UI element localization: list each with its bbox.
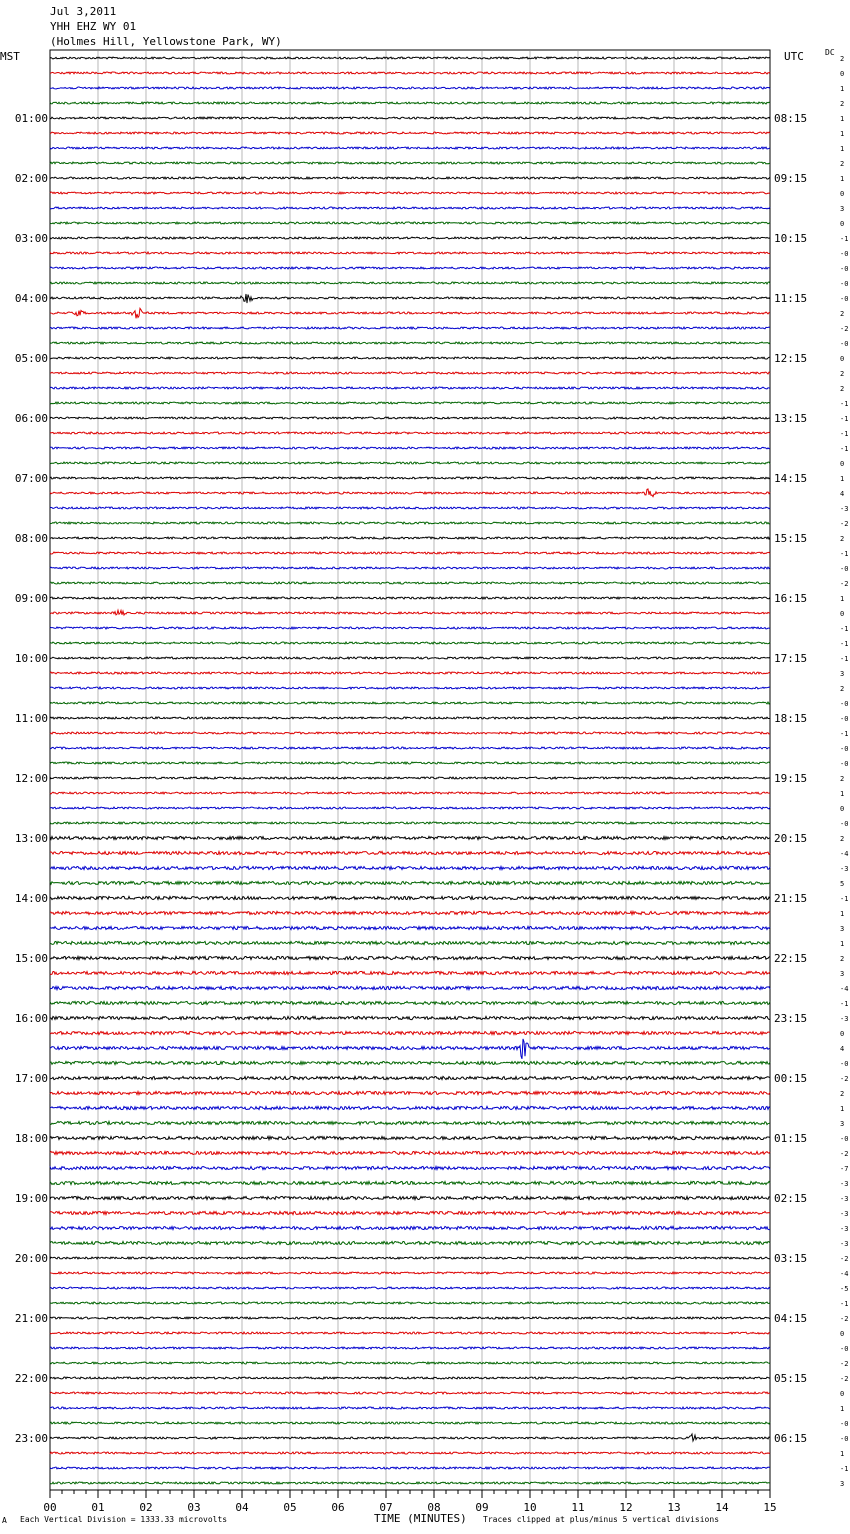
- trace-line: [50, 57, 770, 59]
- trace-line: [50, 1031, 770, 1034]
- dc-offset-value: -2: [840, 1150, 849, 1158]
- dc-offset-value: 1: [840, 910, 845, 918]
- mst-hour-label: 13:00: [14, 832, 48, 845]
- trace-line: [50, 432, 770, 434]
- dc-offset-value: -3: [840, 1015, 849, 1023]
- x-tick-label: 11: [571, 1501, 585, 1514]
- trace-line: [50, 162, 770, 164]
- mst-hour-label: 14:00: [14, 892, 48, 905]
- x-tick-label: 00: [43, 1501, 57, 1514]
- trace-line: [50, 552, 770, 554]
- trace-line: [50, 926, 770, 929]
- dc-offset-value: -2: [840, 1360, 849, 1368]
- station-location: (Holmes Hill, Yellowstone Park, WY): [50, 35, 282, 48]
- x-tick-label: 09: [475, 1501, 489, 1514]
- dc-offset-value: 0: [840, 1030, 845, 1038]
- dc-offset-value: -0: [840, 745, 849, 753]
- trace-line: [50, 308, 770, 318]
- dc-offset-value: -3: [840, 1195, 849, 1203]
- dc-offset-value: -4: [840, 1270, 849, 1278]
- trace-line: [50, 851, 770, 854]
- x-tick-label: 06: [331, 1501, 345, 1514]
- utc-hour-label: 19:15: [774, 772, 808, 785]
- dc-offset-value: 1: [840, 175, 845, 183]
- trace-line: [50, 1317, 770, 1319]
- vertical-scale-note: Each Vertical Division = 1333.33 microvolts: [20, 1515, 228, 1524]
- trace-line: [50, 1166, 770, 1169]
- utc-hour-label: 01:15: [774, 1132, 808, 1145]
- dc-offset-value: -0: [840, 1435, 849, 1443]
- utc-hour-label: 21:15: [774, 892, 808, 905]
- trace-line: [50, 1452, 770, 1454]
- right-timezone-label: UTC: [784, 50, 804, 63]
- dc-offset-value: 1: [840, 130, 845, 138]
- trace-line: [50, 357, 770, 359]
- utc-hour-label: 17:15: [774, 652, 808, 665]
- mst-hour-label: 06:00: [14, 412, 48, 425]
- minute-gridlines: [50, 50, 770, 1490]
- dc-offset-value: 1: [840, 145, 845, 153]
- dc-offset-value: -2: [840, 580, 849, 588]
- dc-offset-value: -3: [840, 1210, 849, 1218]
- trace-line: [50, 387, 770, 389]
- utc-hour-label: 14:15: [774, 472, 808, 485]
- dc-offset-value: -2: [840, 1315, 849, 1323]
- trace-line: [50, 1362, 770, 1364]
- dc-offset-value: -1: [840, 1000, 849, 1008]
- dc-offset-value: 5: [840, 880, 845, 888]
- trace-line: [50, 807, 770, 809]
- dc-offset-value: -1: [840, 1300, 849, 1308]
- axis-labels: [15, 55, 849, 1514]
- dc-offset-value: -1: [840, 400, 849, 408]
- dc-offset-value: 1: [840, 595, 845, 603]
- dc-offset-value: 2: [840, 535, 845, 543]
- trace-line: [50, 222, 770, 224]
- dc-offset-value: 0: [840, 190, 845, 198]
- mst-hour-label: 03:00: [14, 232, 48, 245]
- dc-offset-value: -1: [840, 625, 849, 633]
- dc-offset-value: -0: [840, 700, 849, 708]
- dc-offset-value: 1: [840, 85, 845, 93]
- trace-line: [50, 177, 770, 179]
- trace-line: [50, 1136, 770, 1139]
- x-tick-label: 14: [715, 1501, 729, 1514]
- dc-offset-value: -3: [840, 1225, 849, 1233]
- dc-offset-value: 2: [840, 310, 845, 318]
- x-tick-label: 05: [283, 1501, 297, 1514]
- dc-offset-value: 2: [840, 955, 845, 963]
- mst-hour-label: 11:00: [14, 712, 48, 725]
- mst-hour-label: 09:00: [14, 592, 48, 605]
- trace-line: [50, 762, 770, 764]
- dc-offset-value: 3: [840, 670, 845, 678]
- trace-line: [50, 717, 770, 719]
- trace-line: [50, 971, 770, 974]
- trace-line: [50, 117, 770, 119]
- dc-offset-value: 0: [840, 355, 845, 363]
- dc-offset-value: -0: [840, 1420, 849, 1428]
- mst-hour-label: 19:00: [14, 1192, 48, 1205]
- dc-offset-value: 2: [840, 685, 845, 693]
- mst-hour-label: 04:00: [14, 292, 48, 305]
- mst-hour-label: 16:00: [14, 1012, 48, 1025]
- utc-hour-label: 05:15: [774, 1372, 808, 1385]
- trace-line: [50, 489, 770, 497]
- trace-line: [50, 836, 770, 839]
- mst-hour-label: 22:00: [14, 1372, 48, 1385]
- trace-line: [50, 1407, 770, 1409]
- trace-line: [50, 282, 770, 284]
- trace-line: [50, 402, 770, 404]
- trace-line: [50, 1001, 770, 1004]
- dc-offset-value: 1: [840, 940, 845, 948]
- utc-hour-label: 00:15: [774, 1072, 808, 1085]
- dc-offset-value: 2: [840, 55, 845, 63]
- dc-offset-value: -1: [840, 445, 849, 453]
- utc-hour-label: 13:15: [774, 412, 808, 425]
- trace-line: [50, 477, 770, 479]
- dc-offset-value: -1: [840, 430, 849, 438]
- trace-line: [50, 1257, 770, 1259]
- utc-hour-label: 23:15: [774, 1012, 808, 1025]
- x-tick-label: 12: [619, 1501, 633, 1514]
- trace-line: [50, 1091, 770, 1094]
- plot-date: Jul 3,2011: [50, 5, 117, 18]
- trace-line: [50, 294, 770, 303]
- dc-offset-value: 0: [840, 220, 845, 228]
- x-tick-label: 02: [139, 1501, 153, 1514]
- trace-line: [50, 1076, 770, 1079]
- trace-line: [50, 1422, 770, 1424]
- trace-line: [50, 1211, 770, 1214]
- trace-line: [50, 1377, 770, 1379]
- dc-offset-value: 0: [840, 460, 845, 468]
- dc-offset-value: -2: [840, 1075, 849, 1083]
- seismic-traces: [50, 57, 770, 1484]
- trace-line: [50, 582, 770, 584]
- trace-line: [50, 1106, 770, 1109]
- dc-offset-value: 1: [840, 1105, 845, 1113]
- utc-hour-label: 04:15: [774, 1312, 808, 1325]
- trace-line: [50, 896, 770, 899]
- mst-hour-label: 08:00: [14, 532, 48, 545]
- trace-line: [50, 732, 770, 734]
- dc-offset-header: DC: [825, 48, 835, 57]
- dc-offset-value: 3: [840, 925, 845, 933]
- dc-offset-value: -0: [840, 565, 849, 573]
- utc-hour-label: 12:15: [774, 352, 808, 365]
- dc-offset-value: 0: [840, 805, 845, 813]
- dc-offset-value: 2: [840, 385, 845, 393]
- trace-line: [50, 372, 770, 374]
- dc-offset-value: -1: [840, 550, 849, 558]
- trace-line: [50, 687, 770, 689]
- utc-hour-label: 02:15: [774, 1192, 808, 1205]
- mst-hour-label: 23:00: [14, 1432, 48, 1445]
- mst-hour-label: 15:00: [14, 952, 48, 965]
- utc-hour-label: 09:15: [774, 172, 808, 185]
- trace-line: [50, 417, 770, 419]
- dc-offset-value: -3: [840, 1180, 849, 1188]
- trace-line: [50, 1039, 770, 1059]
- trace-line: [50, 1241, 770, 1244]
- trace-line: [50, 1434, 770, 1441]
- trace-line: [50, 881, 770, 884]
- utc-hour-label: 16:15: [774, 592, 808, 605]
- trace-line: [50, 777, 770, 779]
- dc-offset-value: 2: [840, 1090, 845, 1098]
- trace-line: [50, 911, 770, 914]
- utc-hour-label: 15:15: [774, 532, 808, 545]
- trace-line: [50, 567, 770, 569]
- dc-offset-value: -4: [840, 985, 849, 993]
- trace-line: [50, 447, 770, 449]
- dc-offset-value: -2: [840, 1255, 849, 1263]
- trace-line: [50, 537, 770, 539]
- trace-line: [50, 1332, 770, 1334]
- dc-offset-value: 3: [840, 205, 845, 213]
- x-tick-label: 08: [427, 1501, 441, 1514]
- utc-hour-label: 08:15: [774, 112, 808, 125]
- dc-offset-value: -3: [840, 505, 849, 513]
- dc-offset-value: 2: [840, 370, 845, 378]
- trace-line: [50, 522, 770, 524]
- clip-note: Traces clipped at plus/minus 5 vertical divisions: [483, 1515, 720, 1524]
- trace-line: [50, 1181, 770, 1184]
- dc-offset-value: -1: [840, 1465, 849, 1473]
- trace-line: [50, 792, 770, 794]
- dc-offset-value: 3: [840, 1120, 845, 1128]
- dc-offset-value: 1: [840, 475, 845, 483]
- dc-offset-value: 0: [840, 70, 845, 78]
- dc-offset-value: 3: [840, 970, 845, 978]
- trace-line: [50, 102, 770, 104]
- station-code: YHH EHZ WY 01: [50, 20, 137, 33]
- utc-hour-label: 22:15: [774, 952, 808, 965]
- trace-line: [50, 1226, 770, 1229]
- dc-offset-value: -0: [840, 715, 849, 723]
- trace-line: [50, 252, 770, 254]
- trace-line: [50, 627, 770, 629]
- mst-hour-label: 18:00: [14, 1132, 48, 1145]
- trace-line: [50, 866, 770, 869]
- dc-offset-value: -0: [840, 265, 849, 273]
- utc-hour-label: 11:15: [774, 292, 808, 305]
- trace-line: [50, 672, 770, 674]
- dc-offset-value: 2: [840, 835, 845, 843]
- mst-hour-label: 02:00: [14, 172, 48, 185]
- trace-line: [50, 1061, 770, 1064]
- dc-offset-value: -0: [840, 340, 849, 348]
- utc-hour-label: 10:15: [774, 232, 808, 245]
- left-timezone-label: MST: [0, 50, 20, 63]
- utc-hour-label: 06:15: [774, 1432, 808, 1445]
- trace-line: [50, 1287, 770, 1289]
- dc-offset-value: -0: [840, 760, 849, 768]
- mst-hour-label: 01:00: [14, 112, 48, 125]
- utc-hour-label: 20:15: [774, 832, 808, 845]
- mst-hour-label: 10:00: [14, 652, 48, 665]
- x-tick-label: 01: [91, 1501, 105, 1514]
- trace-line: [50, 1272, 770, 1274]
- trace-line: [50, 986, 770, 989]
- trace-line: [50, 1151, 770, 1154]
- trace-line: [50, 342, 770, 344]
- trace-line: [50, 207, 770, 209]
- trace-line: [50, 1196, 770, 1199]
- utc-hour-label: 03:15: [774, 1252, 808, 1265]
- trace-line: [50, 657, 770, 659]
- trace-line: [50, 87, 770, 89]
- trace-line: [50, 747, 770, 749]
- dc-offset-value: -0: [840, 1135, 849, 1143]
- x-tick-label: 13: [667, 1501, 681, 1514]
- trace-line: [50, 956, 770, 959]
- dc-offset-value: -3: [840, 1240, 849, 1248]
- dc-offset-value: -7: [840, 1165, 849, 1173]
- x-tick-label: 03: [187, 1501, 201, 1514]
- dc-offset-value: -0: [840, 280, 849, 288]
- trace-line: [50, 642, 770, 644]
- trace-line: [50, 1392, 770, 1394]
- trace-line: [50, 132, 770, 134]
- dc-offset-value: 2: [840, 160, 845, 168]
- trace-line: [50, 597, 770, 599]
- trace-line: [50, 237, 770, 239]
- dc-offset-value: 4: [840, 490, 845, 498]
- dc-offset-value: 4: [840, 1045, 845, 1053]
- mst-hour-label: 05:00: [14, 352, 48, 365]
- trace-line: [50, 1302, 770, 1304]
- dc-offset-value: -1: [840, 235, 849, 243]
- trace-line: [50, 822, 770, 824]
- dc-offset-value: -0: [840, 1345, 849, 1353]
- dc-offset-value: -1: [840, 655, 849, 663]
- trace-line: [50, 147, 770, 149]
- dc-offset-value: -0: [840, 250, 849, 258]
- dc-offset-value: -1: [840, 895, 849, 903]
- dc-offset-value: -2: [840, 1375, 849, 1383]
- dc-offset-value: -2: [840, 325, 849, 333]
- dc-offset-value: -3: [840, 865, 849, 873]
- mst-hour-label: 21:00: [14, 1312, 48, 1325]
- plot-frame: [50, 50, 770, 1490]
- trace-line: [50, 72, 770, 74]
- x-tick-label: 10: [523, 1501, 537, 1514]
- trace-line: [50, 327, 770, 329]
- x-tick-label: 07: [379, 1501, 393, 1514]
- dc-offset-value: -0: [840, 820, 849, 828]
- trace-line: [50, 192, 770, 194]
- mst-hour-label: 20:00: [14, 1252, 48, 1265]
- dc-offset-value: 2: [840, 100, 845, 108]
- dc-offset-value: 0: [840, 610, 845, 618]
- trace-line: [50, 267, 770, 269]
- dc-offset-value: 0: [840, 1330, 845, 1338]
- mst-hour-label: 07:00: [14, 472, 48, 485]
- dc-offset-value: -0: [840, 295, 849, 303]
- trace-line: [50, 507, 770, 509]
- dc-offset-value: -1: [840, 730, 849, 738]
- dc-offset-value: -2: [840, 520, 849, 528]
- dc-offset-value: 1: [840, 1450, 845, 1458]
- dc-offset-value: -5: [840, 1285, 849, 1293]
- dc-offset-value: 1: [840, 790, 845, 798]
- trace-line: [50, 462, 770, 464]
- dc-offset-value: -1: [840, 640, 849, 648]
- mst-hour-label: 12:00: [14, 772, 48, 785]
- dc-offset-value: -4: [840, 850, 849, 858]
- dc-offset-value: -0: [840, 1060, 849, 1068]
- trace-line: [50, 1016, 770, 1019]
- trace-line: [50, 1121, 770, 1124]
- x-axis-title: TIME (MINUTES): [374, 1512, 467, 1525]
- dc-offset-value: 0: [840, 1390, 845, 1398]
- left-footer-mark: A: [2, 1516, 7, 1525]
- dc-offset-value: -1: [840, 415, 849, 423]
- mst-hour-label: 17:00: [14, 1072, 48, 1085]
- dc-offset-value: 1: [840, 1405, 845, 1413]
- dc-offset-value: 3: [840, 1480, 845, 1488]
- x-tick-label: 04: [235, 1501, 249, 1514]
- trace-line: [50, 610, 770, 615]
- trace-line: [50, 702, 770, 704]
- dc-offset-value: 1: [840, 115, 845, 123]
- trace-line: [50, 1467, 770, 1469]
- trace-line: [50, 941, 770, 944]
- trace-line: [50, 1347, 770, 1349]
- utc-hour-label: 18:15: [774, 712, 808, 725]
- x-tick-label: 15: [763, 1501, 777, 1514]
- trace-line: [50, 1482, 770, 1484]
- dc-offset-value: 2: [840, 775, 845, 783]
